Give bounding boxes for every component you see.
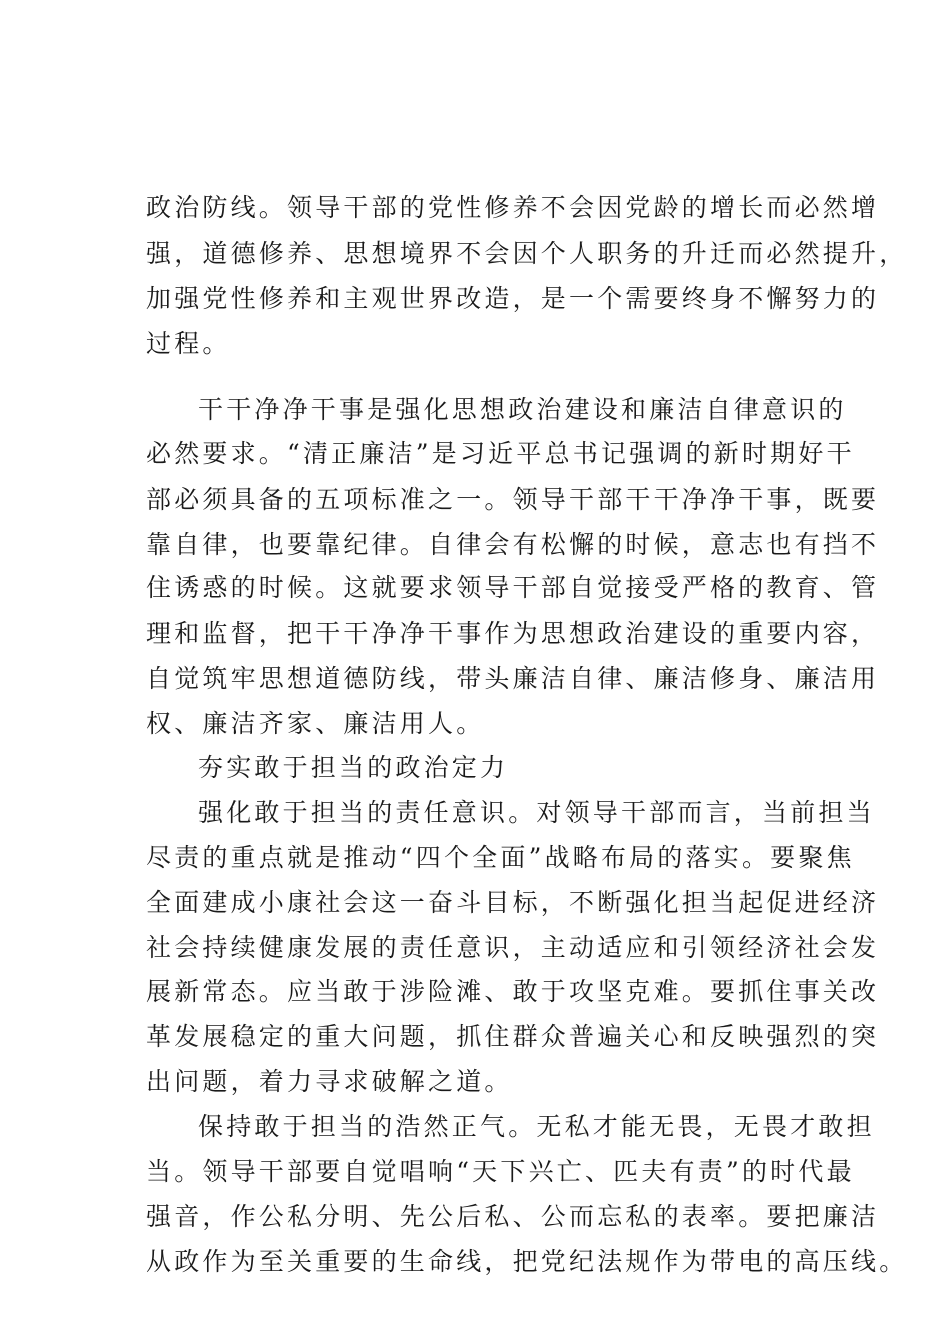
- text-line: 强，道德修养、思想境界不会因个人职务的升迁而必然提升，: [146, 239, 908, 268]
- section-heading: 夯实敢于担当的政治定力: [198, 753, 509, 782]
- text-line: 社会持续健康发展的责任意识，主动适应和引领经济社会发: [146, 933, 880, 962]
- text-line: 权、廉洁齐家、廉洁用人。: [146, 709, 485, 738]
- text-line: 过程。: [146, 329, 231, 358]
- text-line: 自觉筑牢思想道德防线，带头廉洁自律、廉洁修身、廉洁用: [146, 664, 880, 693]
- paragraph-start-line: 强化敢于担当的责任意识。对领导干部而言，当前担当: [198, 798, 875, 827]
- text-line: 出问题，着力寻求破解之道。: [146, 1067, 513, 1096]
- text-line: 必然要求。“清正廉洁”是习近平总书记强调的新时期好干: [146, 439, 855, 468]
- paragraph-start-line: 保持敢于担当的浩然正气。无私才能无畏，无畏才敢担: [198, 1112, 875, 1141]
- text-line: 从政作为至关重要的生命线，把党纪法规作为带电的高压线。: [146, 1247, 908, 1276]
- text-line: 理和监督，把干干净净干事作为思想政治建设的重要内容，: [146, 619, 880, 648]
- text-line: 部必须具备的五项标准之一。领导干部干干净净干事，既要: [146, 485, 880, 514]
- text-line: 加强党性修养和主观世界改造，是一个需要终身不懈努力的: [146, 284, 880, 313]
- text-line: 住诱惑的时候。这就要求领导干部自觉接受严格的教育、管: [146, 573, 880, 602]
- paragraph-start-line: 干干净净干事是强化思想政治建设和廉洁自律意识的: [198, 395, 847, 424]
- text-line: 革发展稳定的重大问题，抓住群众普遍关心和反映强烈的突: [146, 1022, 880, 1051]
- text-line: 全面建成小康社会这一奋斗目标，不断强化担当起促进经济: [146, 888, 880, 917]
- text-line: 当。领导干部要自觉唱响“天下兴亡、匹夫有责”的时代最: [146, 1157, 855, 1186]
- text-line: 强音，作公私分明、先公后私、公而忘私的表率。要把廉洁: [146, 1202, 880, 1231]
- text-line: 尽责的重点就是推动“四个全面”战略布局的落实。要聚焦: [146, 843, 855, 872]
- text-line: 政治防线。领导干部的党性修养不会因党龄的增长而必然增: [146, 193, 880, 222]
- text-line: 展新常态。应当敢于涉险滩、敢于攻坚克难。要抓住事关改: [146, 977, 880, 1006]
- text-line: 靠自律，也要靠纪律。自律会有松懈的时候，意志也有挡不: [146, 530, 880, 559]
